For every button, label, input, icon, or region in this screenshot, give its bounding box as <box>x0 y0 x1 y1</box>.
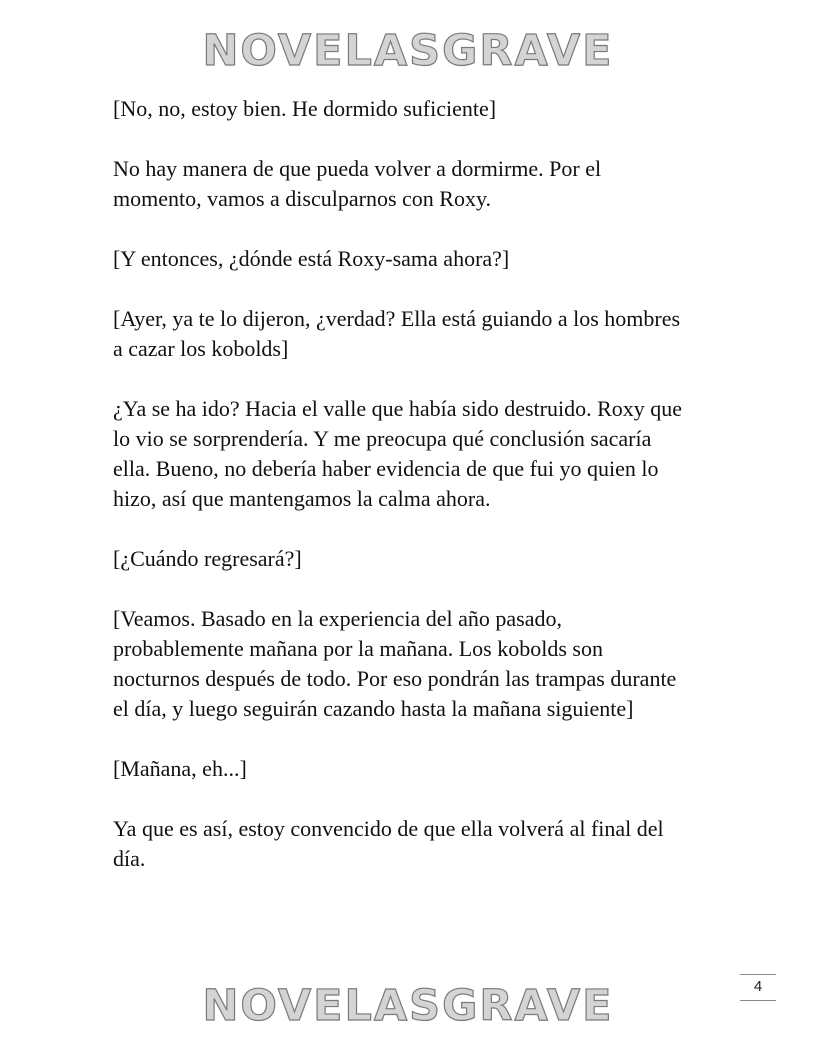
body-text <box>113 94 693 904</box>
footer-watermark-logo: NOVELASGRAVE <box>202 981 614 1031</box>
paragraph: [Mañana, eh...] <box>113 756 247 781</box>
header-watermark-logo: NOVELASGRAVE <box>202 26 614 76</box>
paragraph: [Y entonces, ¿dónde está Roxy-sama ahora?] <box>113 246 510 271</box>
paragraph: [Veamos. Basado en la experiencia del año pasado, probablemente mañana por la mañana. Los kobolds son nocturnos después de todo. Por eso pondrán las trampas durante el día, y luego seguirán cazando hasta la mañana siguiente] <box>113 606 677 721</box>
paragraph: Ya que es así, estoy convencido de que ella volverá al final del día. <box>113 816 664 871</box>
paragraph: [No, no, estoy bien. He dormido suficiente] <box>113 96 497 121</box>
paragraph: [¿Cuándo regresará?] <box>113 546 302 571</box>
paragraph: [Ayer, ya te lo dijeron, ¿verdad? Ella está guiando a los hombres a cazar los kobolds] <box>113 306 681 361</box>
paragraph: ¿Ya se ha ido? Hacia el valle que había sido destruido. Roxy que lo vio se sorprendería. Y me preocupa qué conclusión sacaría ella. Bueno, no debería haber evidencia de que fui yo quien lo hizo, así que mantengamos la calma ahora. <box>113 396 683 511</box>
page-number-rule-top <box>740 974 776 975</box>
paragraph: No hay manera de que pueda volver a dormirme. Por el momento, vamos a disculparnos con Roxy. <box>113 156 602 211</box>
page-number: 4 <box>753 978 763 995</box>
